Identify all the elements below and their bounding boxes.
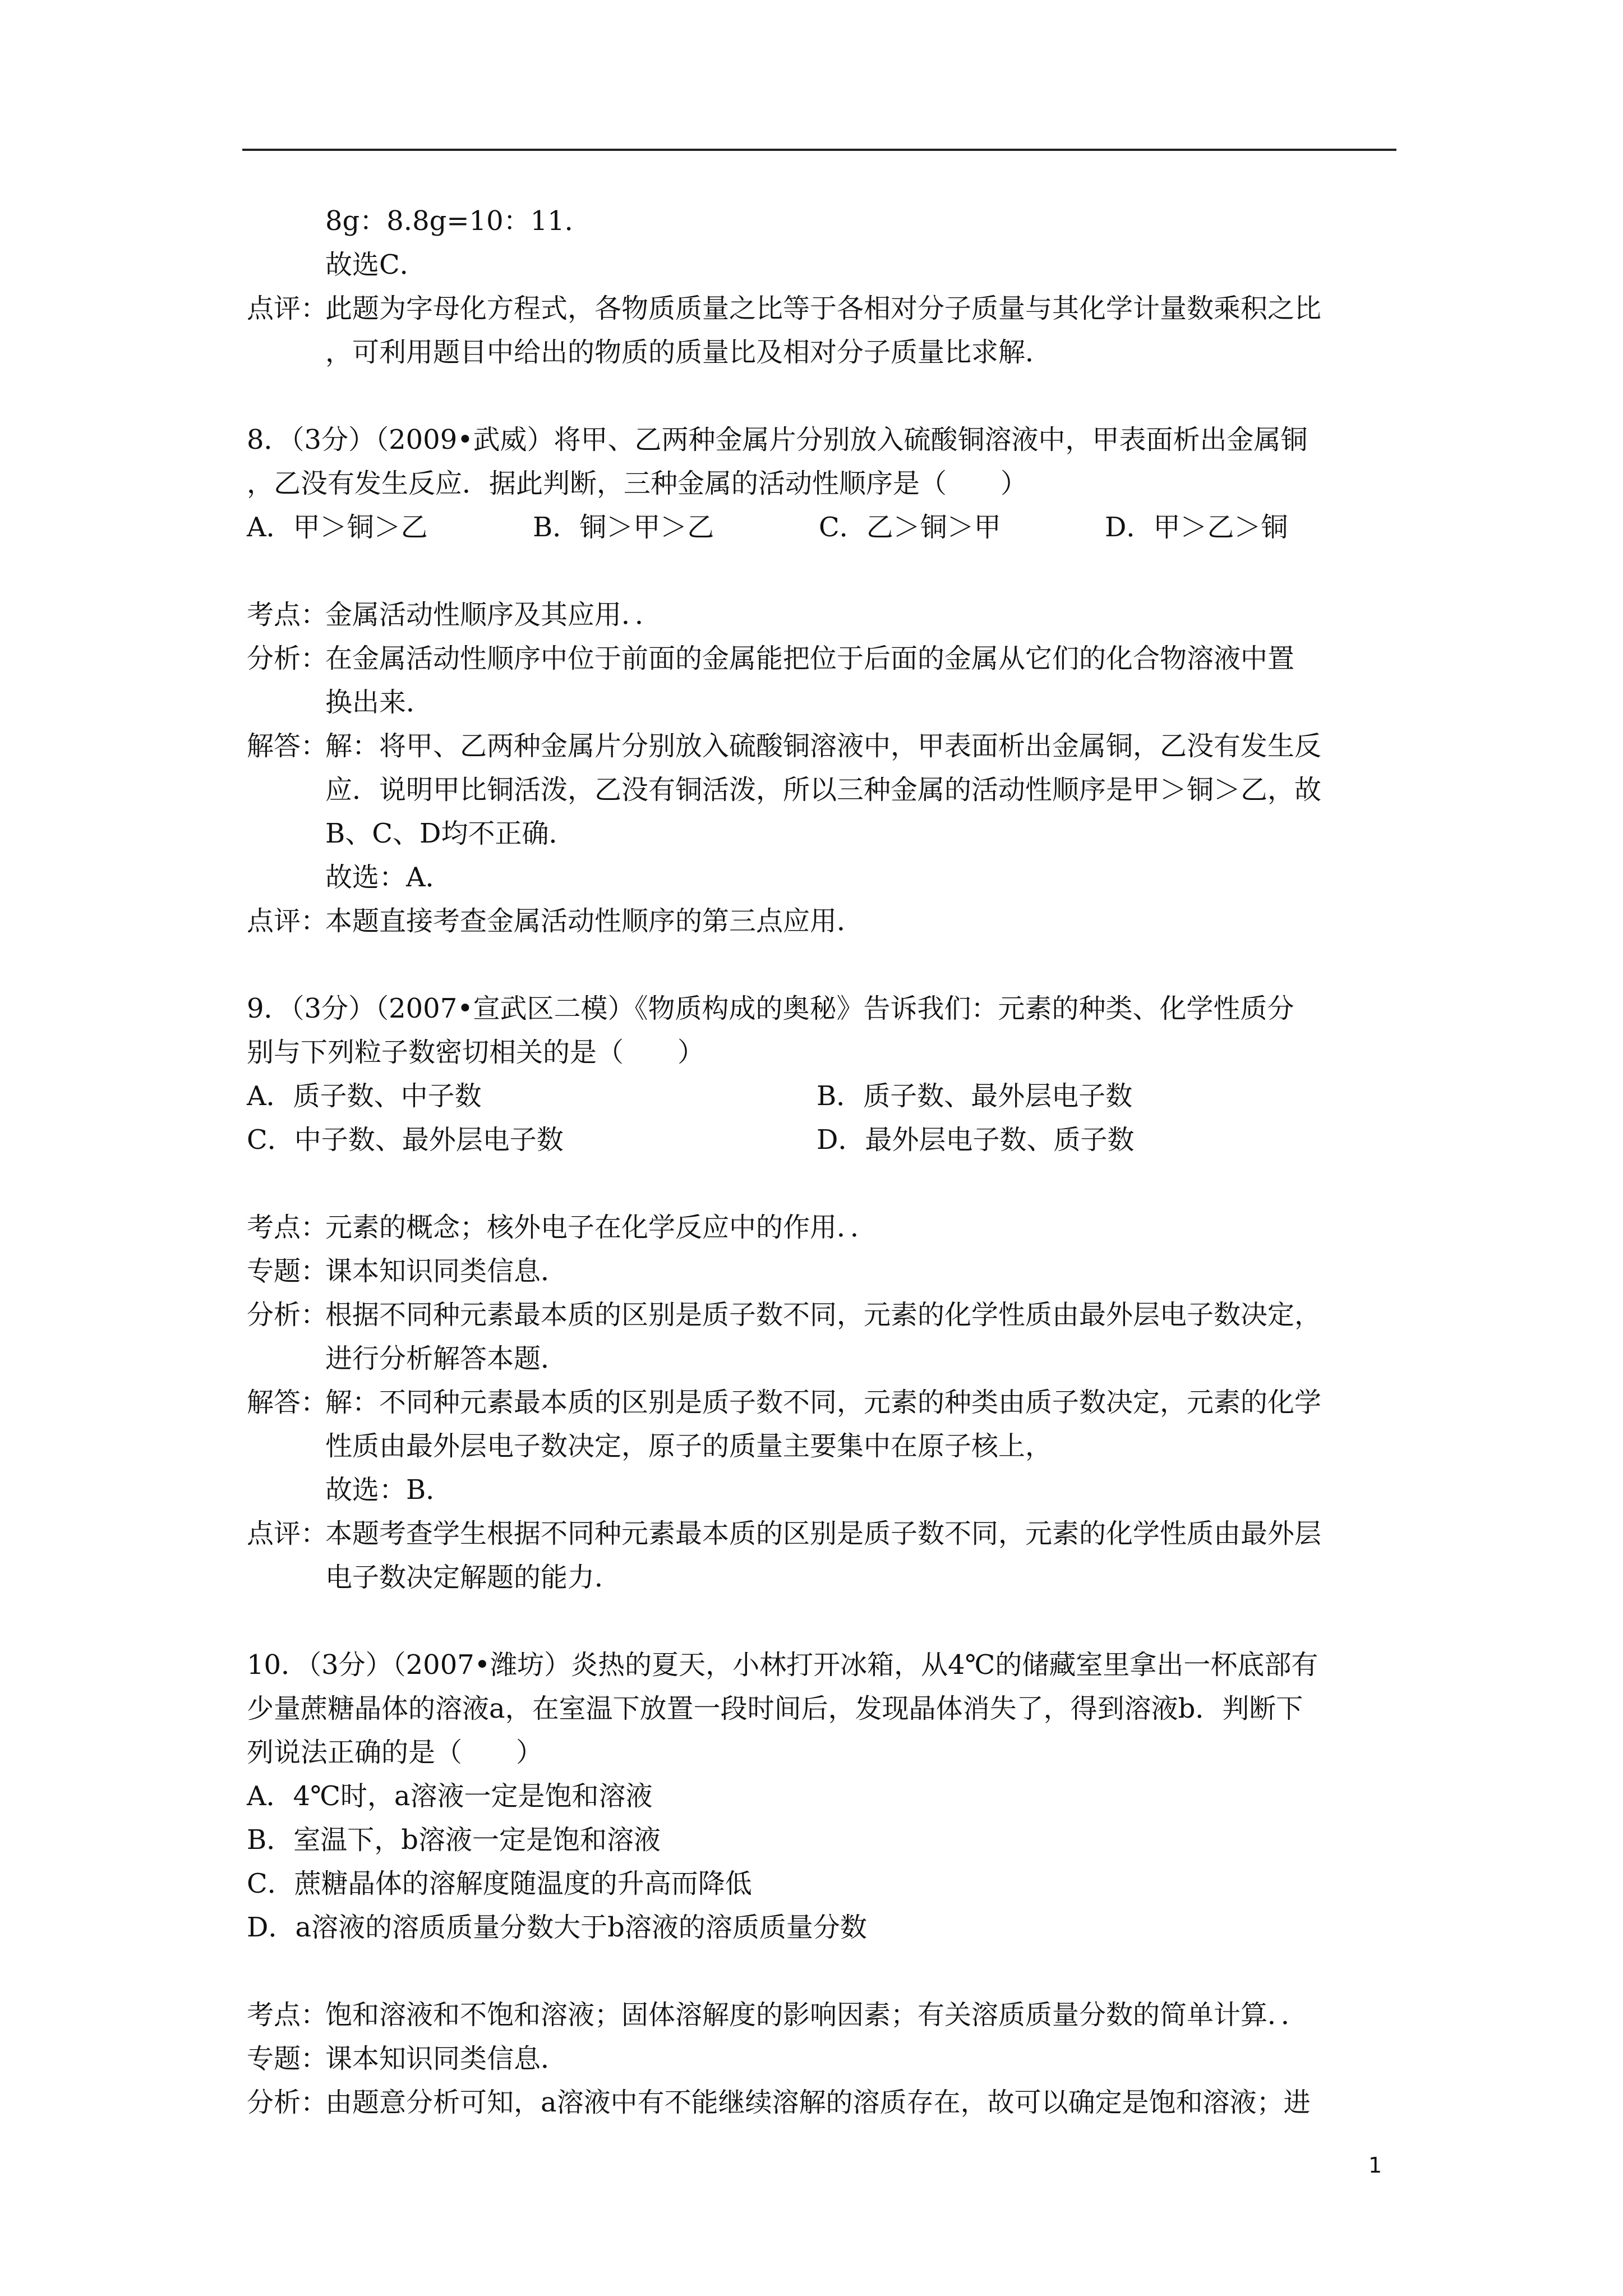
text-line: 故选：B． [325,1474,453,1506]
section-body [325,2037,1396,2081]
text-line: ，乙没有发生反应．据此判断，三种金属的活动性顺序是（ ） [247,468,1028,499]
text-line: 电子数决定解题的能力． [325,1562,622,1593]
labeled-section [247,2081,1396,2124]
text-line: 课本知识同类信息． [325,2043,568,2074]
text-line: 解：将甲、乙两种金属片分别放入硫酸铜溶液中，甲表面析出金属铜，乙没有发生反 [325,730,1322,762]
paragraph-gap [247,1949,1396,1993]
answer-option: A．甲＞铜＞乙 [247,512,428,543]
text-line: 别与下列粒子数密切相关的是（ ） [247,1037,705,1068]
labeled-section [247,637,1396,724]
answer-option: C．中子数、最外层电子数 [247,1124,564,1156]
answer-option: A．质子数、中子数 [247,1080,482,1112]
labeled-section [247,899,1396,943]
indented-paragraph [247,243,1396,287]
text-line: 10．（3分）（2007•潍坊）炎热的夏天，小林打开冰箱，从4℃的储藏室里拿出一杯底部有 [247,1649,1318,1681]
section-label: 点评： [247,905,328,937]
question-paragraph [247,987,1396,1074]
labeled-section [247,1205,1396,1249]
text-line: ，可利用题目中给出的物质的质量比及相对分子质量比求解． [325,337,1053,368]
text-line: 进行分析解答本题． [325,1343,568,1374]
page-number: 1 [1368,2153,1382,2178]
answer-options [247,1118,1396,1162]
text-line: B、C、D均不正确． [325,818,576,849]
section-label: 分析： [247,643,328,674]
labeled-section [247,1293,1396,1381]
section-label: 考点： [247,1999,328,2031]
labeled-section [247,724,1396,899]
labeled-section [247,1381,1396,1512]
paragraph-gap [247,374,1396,418]
text-line: 故选C． [325,249,427,280]
section-body [325,899,1396,943]
text-line: 故选：A． [325,862,453,893]
labeled-section [247,2037,1396,2081]
answer-option: D．最外层电子数、质子数 [817,1124,1135,1156]
answer-option: D．甲＞乙＞铜 [1105,512,1288,543]
question-paragraph [247,1643,1396,1774]
section-body [325,637,1396,724]
section-body [325,287,1396,374]
text-line: 课本知识同类信息． [325,1255,568,1287]
text-line: 解：不同种元素最本质的区别是质子数不同，元素的种类由质子数决定，元素的化学 [325,1387,1322,1418]
text-line: B．室温下，b溶液一定是饱和溶液 [247,1824,661,1856]
labeled-section [247,1993,1396,2037]
answer-option: B．铜＞甲＞乙 [533,512,714,543]
paragraph-gap [247,549,1396,593]
section-label: 解答： [247,730,328,762]
text-line: 在金属活动性顺序中位于前面的金属能把位于后面的金属从它们的化合物溶液中置 [325,643,1295,674]
section-label: 专题： [247,1255,328,1287]
header-rule [242,149,1396,151]
paragraph-gap [247,1162,1396,1205]
text-line: 由题意分析可知，a溶液中有不能继续溶解的溶质存在，故可以确定是饱和溶液；进 [325,2087,1311,2118]
question-paragraph [247,1774,1396,1949]
text-line: 少量蔗糖晶体的溶液a，在室温下放置一段时间后，发现晶体消失了，得到溶液b．判断下 [247,1693,1303,1724]
text-line: 饱和溶液和不饱和溶液；固体溶解度的影响因素；有关溶质质量分数的简单计算．． [325,1999,1308,2031]
section-body [325,1381,1396,1512]
text-line: 9．（3分）（2007•宣武区二模）《物质构成的奥秘》告诉我们：元素的种类、化学性质分 [247,993,1294,1024]
text-line: 性质由最外层电子数决定，原子的质量主要集中在原子核上， [325,1430,1053,1462]
labeled-section [247,287,1396,374]
labeled-section [247,1512,1396,1599]
section-label: 专题： [247,2043,328,2074]
document-body [247,199,1396,2124]
paragraph-gap [247,943,1396,987]
section-label: 考点： [247,1212,328,1243]
answer-options [247,505,1396,549]
section-label: 点评： [247,293,328,324]
question-paragraph [247,418,1396,505]
text-line: A．4℃时，a溶液一定是饱和溶液 [247,1780,653,1812]
answer-options [247,1074,1396,1118]
section-label: 解答： [247,1387,328,1418]
section-body [325,1249,1396,1293]
section-body [325,593,1396,637]
section-body [325,1512,1396,1599]
section-body [325,2081,1396,2124]
labeled-section [247,593,1396,637]
answer-option: C．乙＞铜＞甲 [819,512,1001,543]
text-line: 金属活动性顺序及其应用．． [325,599,662,631]
indented-paragraph [247,199,1396,243]
paragraph-gap [247,1599,1396,1643]
text-line: 8．（3分）（2009•武威）将甲、乙两种金属片分别放入硫酸铜溶液中，甲表面析出金属铜 [247,424,1308,455]
section-body [325,1293,1396,1381]
labeled-section [247,1249,1396,1293]
text-line: D．a溶液的溶质质量分数大于b溶液的溶质质量分数 [247,1912,867,1943]
answer-option: B．质子数、最外层电子数 [817,1080,1133,1112]
text-line: 8g：8.8g=10：11． [325,205,592,237]
text-line: 本题考查学生根据不同种元素最本质的区别是质子数不同，元素的化学性质由最外层 [325,1518,1322,1549]
section-label: 分析： [247,2087,328,2118]
text-line: 列说法正确的是（ ） [247,1737,543,1768]
section-body [325,1205,1396,1249]
text-line: 此题为字母化方程式，各物质质量之比等于各相对分子质量与其化学计量数乘积之比 [325,293,1322,324]
section-label: 点评： [247,1518,328,1549]
section-label: 分析： [247,1299,328,1331]
section-label: 考点： [247,599,328,631]
text-line: C．蔗糖晶体的溶解度随温度的升高而降低 [247,1868,752,1899]
section-body [325,724,1396,899]
text-line: 本题直接考查金属活动性顺序的第三点应用． [325,905,864,937]
text-line: 换出来． [325,687,434,718]
section-body [325,1993,1396,2037]
text-line: 根据不同种元素最本质的区别是质子数不同，元素的化学性质由最外层电子数决定， [325,1299,1322,1331]
text-line: 元素的概念；核外电子在化学反应中的作用．． [325,1212,878,1243]
text-line: 应．说明甲比铜活泼，乙没有铜活泼，所以三种金属的活动性顺序是甲＞铜＞乙，故 [325,774,1322,806]
